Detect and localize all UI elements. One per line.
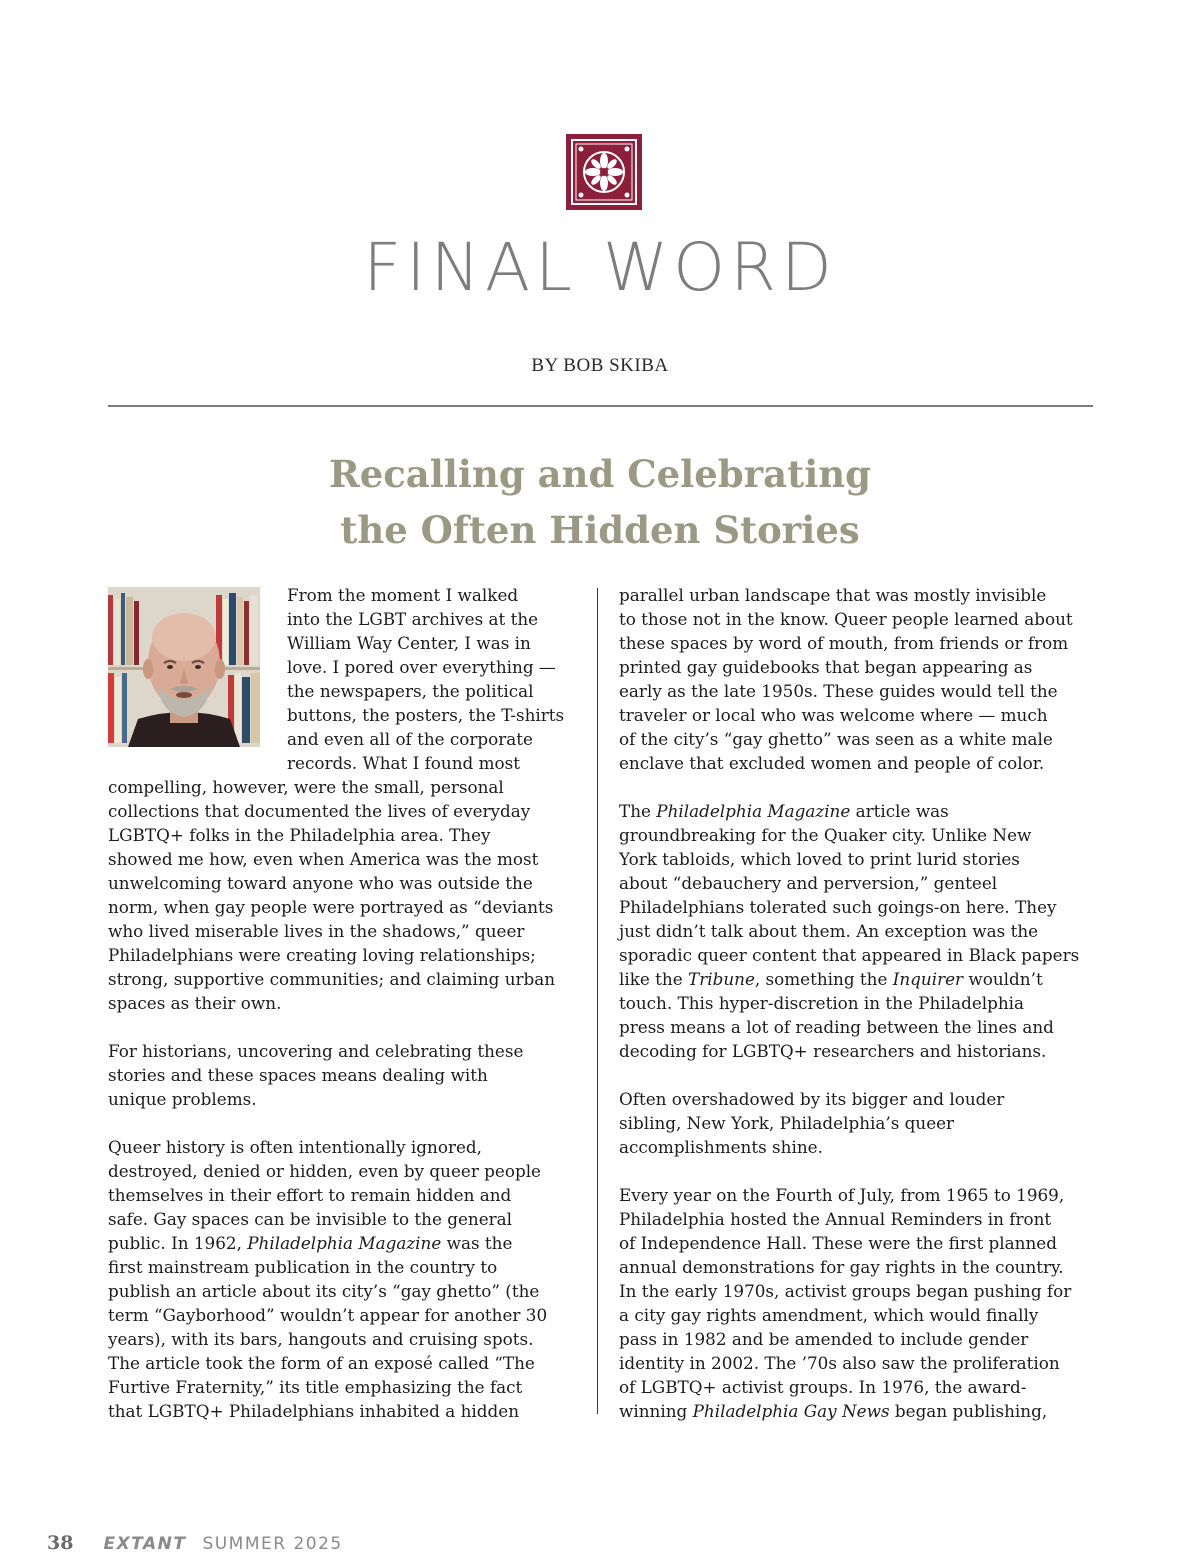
text-line: themselves in their effort to remain hidden and [108,1185,512,1205]
text-line: term “Gayborhood” wouldn’t appear for another 30 [108,1305,548,1325]
text-line: early as the late 1950s. These guides would tell the [619,681,1058,701]
text-line: destroyed, denied or hidden, even by queer people [108,1161,541,1181]
text-line: stories and these spaces means dealing with [108,1065,488,1085]
text-line: of LGBTQ+ activist groups. In 1976, the award- [619,1377,1027,1397]
article-column-right [619,583,1095,1447]
text-line: first mainstream publication in the country to [108,1257,498,1277]
text-line: decoding for LGBTQ+ researchers and historians. [619,1041,1047,1061]
text-line: publish an article about its city’s “gay ghetto” (the [108,1281,540,1301]
text-line: In the early 1970s, activist groups began pushing for [619,1281,1072,1301]
magazine-name: EXTANT [103,1534,187,1554]
text-line: William Way Center, I was in [287,633,531,653]
text-line: Queer history is often intentionally ignored, [108,1137,482,1157]
text-line: unique problems. [108,1089,257,1109]
text-line: buttons, the posters, the T-shirts [287,705,565,725]
text-line: The article took the form of an exposé called “The [108,1353,535,1373]
paragraph [108,1135,578,1423]
text-line: parallel urban landscape that was mostly invisible [619,585,1047,605]
text-line: norm, when gay people were portrayed as “deviants [108,897,554,917]
text-line: of the city’s “gay ghetto” was seen as a white male [619,729,1053,749]
text-line: the newspapers, the political [287,681,534,701]
text-line: safe. Gay spaces can be invisible to the general [108,1209,513,1229]
text-line: a city gay rights amendment, which would finally [619,1305,1039,1325]
text-line: about “debauchery and perversion,” genteel [619,873,998,893]
text-line: years), with its bars, hangouts and cruising spots. [108,1329,534,1349]
text-line: The Philadelphia Magazine article was [619,801,949,821]
text-line: Every year on the Fourth of July, from 1965 to 1969, [619,1185,1065,1205]
paragraph [619,583,1095,775]
text-line: into the LGBT archives at the [287,609,539,629]
paragraph [619,1183,1095,1423]
text-line: groundbreaking for the Quaker city. Unlike New [619,825,1032,845]
text-line: Philadelphians tolerated such goings-on here. They [619,897,1057,917]
text-line: Philadelphians were creating loving relationships; [108,945,536,965]
text-line: spaces as their own. [108,993,282,1013]
text-line: accomplishments shine. [619,1137,823,1157]
text-line: records. What I found most [287,753,520,773]
headline-line-1: Recalling and Celebrating [328,452,872,496]
text-line: winning Philadelphia Gay News began publishing, [619,1401,1048,1421]
paragraph [108,583,578,1015]
section-title: FINAL WORD [363,229,837,306]
text-line: sibling, New York, Philadelphia’s queer [619,1113,955,1133]
issue-label: SUMMER 2025 [202,1534,343,1554]
text-line: these spaces by word of mouth, from friends or from [619,633,1069,653]
text-line: love. I pored over everything — [287,657,556,677]
paragraph [619,799,1095,1063]
text-line: Often overshadowed by its bigger and louder [619,1089,1005,1109]
text-line: For historians, uncovering and celebrating these [108,1041,524,1061]
header-divider [108,405,1093,407]
article-headline [0,446,1200,558]
text-line: to those not in the know. Queer people learned about [619,609,1073,629]
text-line: collections that documented the lives of everyday [108,801,531,821]
text-line: who lived miserable lives in the shadows,” queer [108,921,525,941]
article-column-left [108,583,578,1447]
text-line: unwelcoming toward anyone who was outside the [108,873,533,893]
text-line: traveler or local who was welcome where — much [619,705,1048,725]
page-number: 38 [47,1532,74,1554]
text-line: sporadic queer content that appeared in Black papers [619,945,1080,965]
column-divider [597,588,598,1414]
text-line: and even all of the corporate [287,729,533,749]
headline-line-2: the Often Hidden Stories [340,508,860,552]
text-line: of Independence Hall. These were the first planned [619,1233,1057,1253]
text-line: LGBTQ+ folks in the Philadelphia area. They [108,825,491,845]
text-line: strong, supportive communities; and claiming urban [108,969,556,989]
text-line: enclave that excluded women and people of color. [619,753,1045,773]
page-footer [47,1532,343,1554]
text-line: just didn’t talk about them. An exception was the [619,921,1039,941]
text-line: like the Tribune, something the Inquirer wouldn’t [619,969,1043,989]
paragraph [619,1087,1095,1159]
paragraph [108,1039,578,1111]
text-line: Furtive Fraternity,” its title emphasizing the fact [108,1377,523,1397]
text-line: press means a lot of reading between the lines and [619,1017,1054,1037]
text-line: pass in 1982 and be amended to include gender [619,1329,1029,1349]
text-line: From the moment I walked [287,585,519,605]
text-line: printed gay guidebooks that began appearing as [619,657,1033,677]
text-line: identity in 2002. The ’70s also saw the proliferation [619,1353,1060,1373]
text-line: showed me how, even when America was the most [108,849,539,869]
text-line: annual demonstrations for gay rights in the country. [619,1257,1064,1277]
text-line: compelling, however, were the small, personal [108,777,504,797]
text-line: Philadelphia hosted the Annual Reminders in front [619,1209,1052,1229]
text-line: public. In 1962, Philadelphia Magazine was the [108,1233,513,1253]
text-line: that LGBTQ+ Philadelphians inhabited a hidden [108,1401,520,1421]
text-line: touch. This hyper-discretion in the Philadelphia [619,993,1025,1013]
section-emblem-icon [566,134,642,210]
text-line: York tabloids, which loved to print lurid stories [619,849,1020,869]
byline: BY BOB SKIBA [531,355,669,376]
